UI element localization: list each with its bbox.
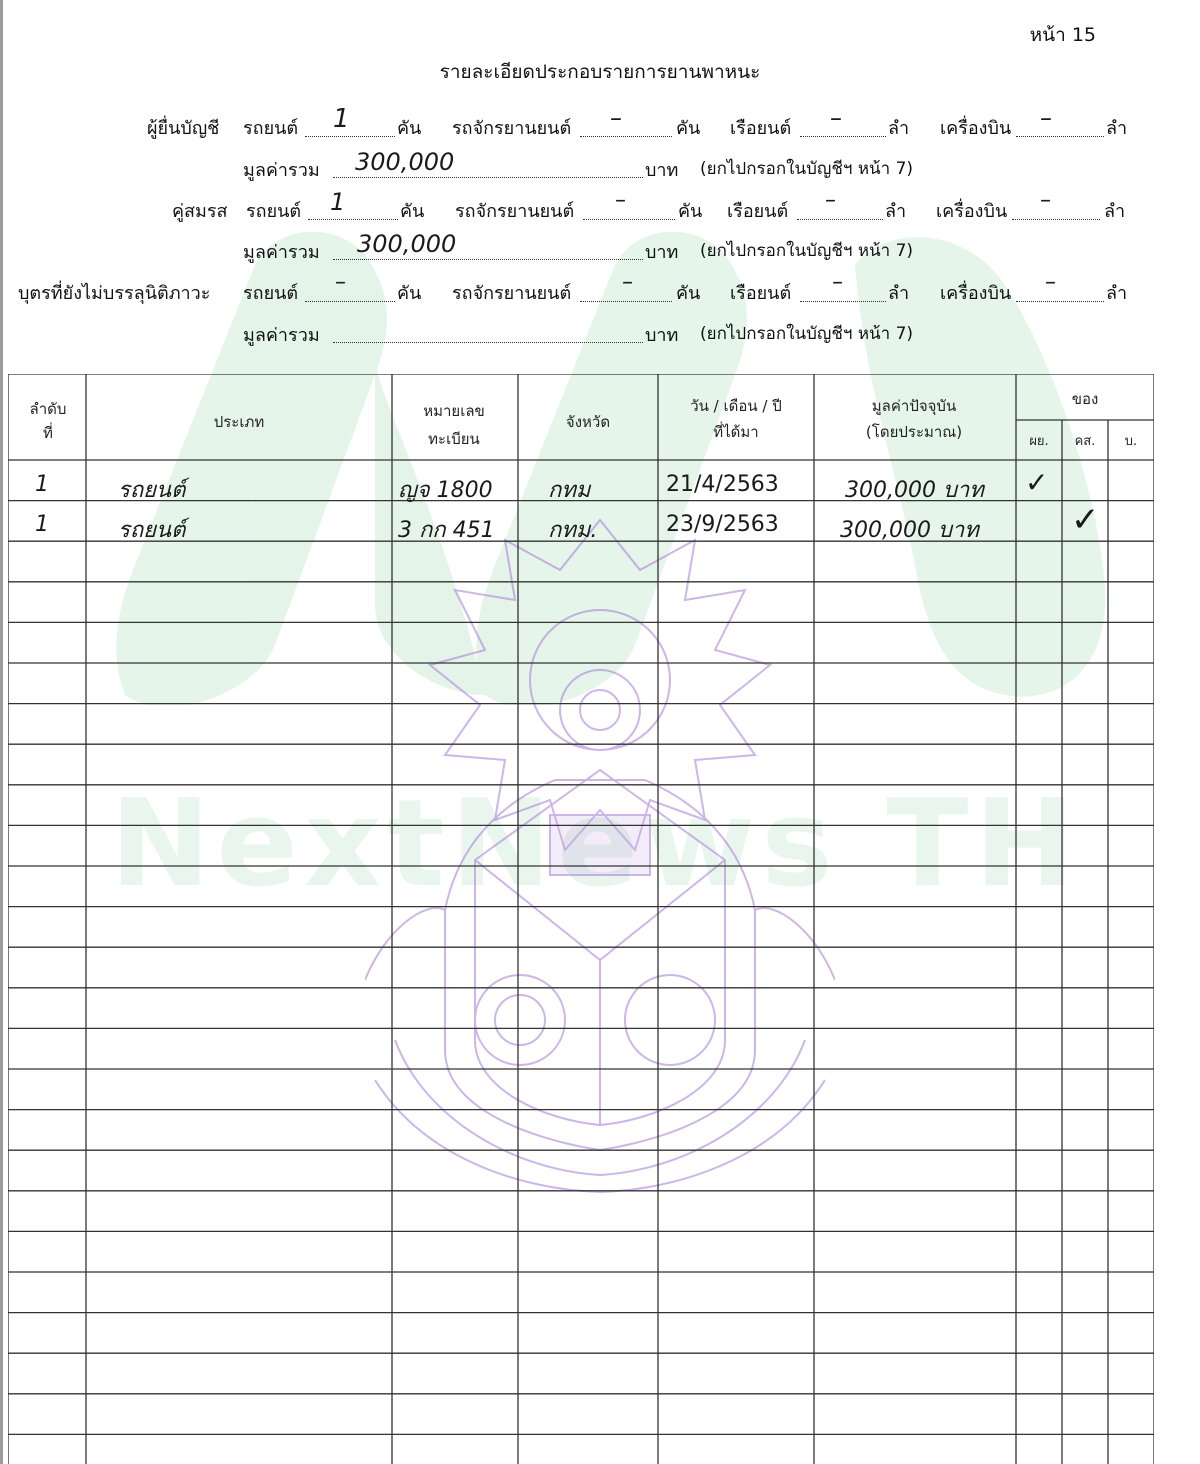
boat-label: เรือยนต์ <box>730 118 792 139</box>
unit-car-label: คัน <box>676 118 701 139</box>
children-motorcycle-count: – <box>622 270 633 295</box>
header-no: ลำดับ ที่ <box>29 400 67 442</box>
unit-boat-label: ลำ <box>888 118 910 139</box>
dotted-line <box>800 136 886 137</box>
car-label: รถยนต์ <box>243 283 299 304</box>
declarant-label: ผู้ยื่นบัญชี <box>147 118 220 139</box>
plane-label: เครื่องบิน <box>940 118 1012 139</box>
row-province: กทม <box>548 478 591 503</box>
motorcycle-label: รถจักรยานยนต์ <box>452 283 572 304</box>
declarant-car-count: 1 <box>333 104 350 134</box>
dotted-line <box>308 219 398 220</box>
dotted-line <box>1016 136 1104 137</box>
spouse-total-value: 300,000 <box>357 230 457 258</box>
carry-note: (ยกไปกรอกในบัญชีฯ หน้า 7) <box>700 159 914 179</box>
carry-note: (ยกไปกรอกในบัญชีฯ หน้า 7) <box>700 241 914 261</box>
spouse-car-count: 1 <box>330 188 346 216</box>
unit-boat-label: ลำ <box>1106 118 1128 139</box>
dotted-line <box>797 219 883 220</box>
header-province: จังหวัด <box>565 413 611 431</box>
baht-label: บาท <box>645 160 679 181</box>
row-registration: ญจ 1800 <box>398 478 493 503</box>
dotted-line <box>1016 301 1104 302</box>
children-label: บุตรที่ยังไม่บรรลุนิติภาวะ <box>18 283 211 304</box>
unit-boat-label: ลำ <box>888 283 910 304</box>
scan-edge <box>0 0 3 1464</box>
row-province: กทม. <box>548 518 598 543</box>
spouse-motorcycle-count: – <box>615 188 626 213</box>
dotted-line <box>305 136 395 137</box>
watermark-text: NextNews TH <box>110 775 1081 914</box>
car-label: รถยนต์ <box>243 118 299 139</box>
baht-label: บาท <box>645 242 679 263</box>
total-value-label: มูลค่ารวม <box>243 242 320 263</box>
unit-car-label: คัน <box>397 283 422 304</box>
car-label: รถยนต์ <box>246 201 302 222</box>
unit-boat-label: ลำ <box>885 201 907 222</box>
header-owner: ของ <box>1071 390 1099 408</box>
row-owner-declarant-check: ✓ <box>1025 466 1049 499</box>
header-registration: หมายเลข ทะเบียน <box>423 402 485 448</box>
unit-boat-label: ลำ <box>1106 283 1128 304</box>
row-value: 300,000 บาท <box>840 518 979 543</box>
boat-label: เรือยนต์ <box>727 201 789 222</box>
carry-note: (ยกไปกรอกในบัญชีฯ หน้า 7) <box>700 324 914 344</box>
declarant-boat-count: – <box>830 104 842 132</box>
boat-label: เรือยนต์ <box>730 283 792 304</box>
plane-label: เครื่องบิน <box>936 201 1008 222</box>
children-plane-count: – <box>1045 270 1056 295</box>
dotted-line <box>800 301 886 302</box>
unit-car-label: คัน <box>678 201 703 222</box>
unit-car-label: คัน <box>676 283 701 304</box>
row-type: รถยนต์ <box>118 478 186 503</box>
row-value: 300,000 บาท <box>845 478 984 503</box>
row-type: รถยนต์ <box>118 518 186 543</box>
total-value-label: มูลค่ารวม <box>243 325 320 346</box>
motorcycle-label: รถจักรยานยนต์ <box>452 118 572 139</box>
dotted-line <box>580 301 672 302</box>
motorcycle-label: รถจักรยานยนต์ <box>455 201 575 222</box>
spouse-boat-count: – <box>825 188 836 213</box>
dotted-line <box>333 259 643 260</box>
declarant-motorcycle-count: – <box>610 104 622 132</box>
total-value-label: มูลค่ารวม <box>243 160 320 181</box>
children-car-count: – <box>335 270 346 295</box>
header-value: มูลค่าปัจจุบัน (โดยประมาณ) <box>865 397 963 441</box>
dotted-line <box>580 136 672 137</box>
unit-boat-label: ลำ <box>1104 201 1126 222</box>
row-date: 21/4/2563 <box>666 472 779 497</box>
row-no: 1 <box>35 512 49 537</box>
dotted-line <box>1012 219 1100 220</box>
unit-car-label: คัน <box>400 201 425 222</box>
spouse-label: คู่สมรส <box>172 201 228 222</box>
header-type: ประเภท <box>213 413 265 431</box>
baht-label: บาท <box>645 325 679 346</box>
declarant-total-value: 300,000 <box>355 148 455 176</box>
dotted-line <box>333 342 643 343</box>
row-no: 1 <box>35 472 49 497</box>
header-owner-child: บ. <box>1124 434 1138 449</box>
page-number: หน้า 15 <box>1029 24 1096 46</box>
header-owner-declarant: ผย. <box>1029 434 1049 449</box>
dotted-line <box>583 219 675 220</box>
header-owner-spouse: คส. <box>1074 434 1096 449</box>
declarant-plane-count: – <box>1040 104 1052 132</box>
header-date: วัน / เดือน / ปี ที่ได้มา <box>690 397 782 441</box>
row-registration: 3 กก 451 <box>398 518 495 543</box>
spouse-plane-count: – <box>1040 188 1051 213</box>
row-date: 23/9/2563 <box>666 512 779 537</box>
plane-label: เครื่องบิน <box>940 283 1012 304</box>
page-title: รายละเอียดประกอบรายการยานพาหนะ <box>439 61 761 83</box>
row-owner-spouse-check: ✓ <box>1071 500 1100 540</box>
children-boat-count: – <box>832 270 843 295</box>
dotted-line <box>333 177 643 178</box>
unit-car-label: คัน <box>397 118 422 139</box>
dotted-line <box>305 301 395 302</box>
